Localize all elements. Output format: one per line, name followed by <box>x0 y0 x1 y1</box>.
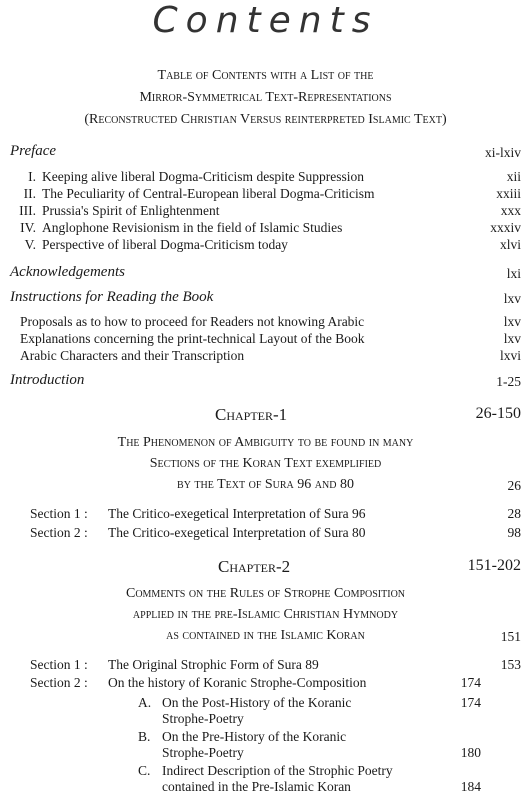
chapter-1-section-label: Section 1 : <box>30 506 88 521</box>
chapter-1-section-text: The Critico-exegetical Interpretation of Sura 80 <box>108 525 366 540</box>
subsection-line: contained in the Pre-Islamic Koran <box>162 779 351 794</box>
chapter-1-title: Chapter-1 <box>215 405 288 424</box>
subsection-letter: B. <box>138 729 151 744</box>
subsection-letter: A. <box>138 695 152 710</box>
preface-item-page: xxxiv <box>490 220 521 235</box>
instructions-item-page: lxvi <box>499 348 521 363</box>
chapter-2-desc-line: applied in the pre-Islamic Christian Hymnody <box>132 607 399 622</box>
subsection-line: On the Post-History of the Koranic <box>162 695 352 710</box>
introduction-label: Introduction <box>10 372 85 388</box>
preface-item-text: The Peculiarity of Central-European liberal Dogma-Criticism <box>42 186 375 201</box>
acknowledgements-page: lxi <box>506 266 521 281</box>
subsection-line: Strophe-Poetry <box>162 745 244 760</box>
subsection-page: 174 <box>460 695 481 710</box>
preface-label: Preface <box>10 143 57 159</box>
preface-item-page: xxx <box>500 203 521 218</box>
chapter-2-desc-line: as contained in the Islamic Koran <box>166 628 365 643</box>
chapter-1-desc-page: 26 <box>507 478 521 493</box>
subsection-line: Strophe-Poetry <box>162 711 244 726</box>
preface-item-num: II. <box>23 186 36 201</box>
preface-item-text: Keeping alive liberal Dogma-Criticism despite Suppression <box>42 169 365 184</box>
chapter-1-desc-line: The Phenomenon of Ambiguity to be found in many <box>117 435 414 450</box>
chapter-1-desc-line: by the Text of Sura 96 and 80 <box>177 477 354 492</box>
instructions-item-text: Proposals as to how to proceed for Readers not knowing Arabic <box>20 314 365 329</box>
instructions-item-text: Explanations concerning the print-technical Layout of the Book <box>20 331 365 346</box>
subsection-letter: C. <box>138 763 151 778</box>
chapter-1-desc-line: Sections of the Koran Text exemplified <box>149 456 382 471</box>
preface-item-text: Perspective of liberal Dogma-Criticism today <box>42 237 288 252</box>
preface-item-num: I. <box>28 169 36 184</box>
header-line-1: Table of Contents with a List of the <box>157 68 374 83</box>
chapter-1-section-page: 98 <box>507 525 521 540</box>
acknowledgements-label: Acknowledgements <box>10 264 125 280</box>
subsection-page: 184 <box>460 779 481 794</box>
preface-item-page: xii <box>506 169 521 184</box>
instructions-item-text: Arabic Characters and their Transcription <box>20 348 245 363</box>
instructions-page: lxv <box>503 291 521 306</box>
subsection-line: Indirect Description of the Strophic Poetry <box>162 763 393 778</box>
instructions-item-page: lxv <box>503 331 521 346</box>
preface-item-page: xxiii <box>496 186 521 201</box>
introduction-page: 1-25 <box>496 374 521 389</box>
preface-item-page: xlvi <box>499 237 521 252</box>
subsection-page: 180 <box>460 745 481 760</box>
chapter-1-section-page: 28 <box>507 506 521 521</box>
page-title: Contents <box>152 0 379 41</box>
chapter-2-pages: 151-202 <box>467 557 521 574</box>
chapter-2-title: Chapter-2 <box>218 557 291 576</box>
chapter-1-section-label: Section 2 : <box>30 525 88 540</box>
chapter-1-section-text: The Critico-exegetical Interpretation of Sura 96 <box>108 506 366 521</box>
preface-item-num: V. <box>24 237 36 252</box>
chapter-2-section-page: 174 <box>460 675 481 690</box>
chapter-2-section-text: On the history of Koranic Strophe-Composition <box>108 675 367 690</box>
chapter-2-section-page: 153 <box>500 657 521 672</box>
chapter-2-desc-page: 151 <box>500 629 521 644</box>
preface-item-text: Anglophone Revisionism in the field of Islamic Studies <box>42 220 343 235</box>
chapter-2-section-label: Section 1 : <box>30 657 88 672</box>
preface-page: xi-lxiv <box>485 145 521 160</box>
header-line-3: (Reconstructed Christian Versus reinterpreted Islamic Text) <box>84 112 447 127</box>
instructions-label: Instructions for Reading the Book <box>10 289 214 305</box>
subsection-line: On the Pre-History of the Koranic <box>162 729 347 744</box>
chapter-2-section-text: The Original Strophic Form of Sura 89 <box>108 657 319 672</box>
preface-item-num: III. <box>19 203 36 218</box>
chapter-2-desc-line: Comments on the Rules of Strophe Composition <box>125 586 406 601</box>
chapter-1-pages: 26-150 <box>475 405 521 422</box>
header-line-2: Mirror-Symmetrical Text-Representations <box>139 90 392 105</box>
chapter-2-section-label: Section 2 : <box>30 675 88 690</box>
preface-item-num: IV. <box>20 220 36 235</box>
instructions-item-page: lxv <box>503 314 521 329</box>
preface-item-text: Prussia's Spirit of Enlightenment <box>42 203 220 218</box>
